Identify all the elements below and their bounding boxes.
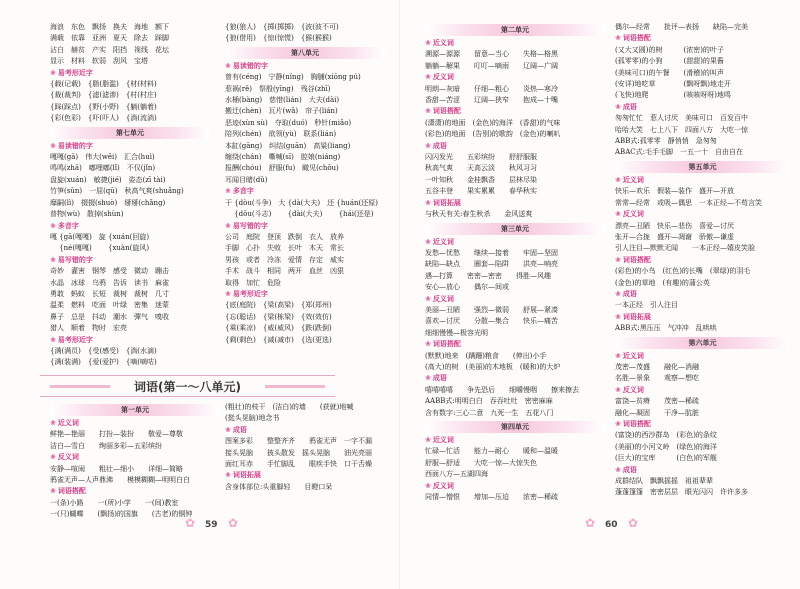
text-line: {dǒu(斗志) {dài(大夫) {hái(还是)	[225, 210, 374, 219]
unit-banner: 第六单元	[615, 337, 790, 349]
text-line: 喜欢—讨厌 分散—集合 快乐—痛苦	[425, 317, 558, 326]
text-line: 猎人 顺着 物时 宏亮	[50, 324, 127, 333]
text-line: 奇妙 灌害 钢琴 感受 微动 蹦击	[50, 267, 169, 276]
section-heading: ❀ 反义词	[50, 452, 220, 463]
text-line: (默默)地来 (蹒跚)粮食 (伸出)小手	[425, 351, 547, 360]
text-line: 名胜—景象 观察—想吃	[615, 374, 699, 383]
text-line: 竹笋(sǔn) 一屈(qū) 秋高气爽(shuǎng)	[50, 187, 184, 196]
section-heading: ❀ 成语	[225, 425, 390, 436]
text-line: 干 {dòu(斗争) 大 {dà(大夫) 还 {huán(还原)	[225, 198, 378, 207]
text-line: (巨大)的宝库 (白色)的军舰	[615, 454, 717, 463]
text-line: 显示 材料 软弱 刮风 宝塔	[50, 57, 148, 66]
palm-icon: ✿	[585, 516, 596, 530]
text-line: 躺躺—解果 叮叮—嘀雨 辽阔—广阔	[425, 61, 558, 70]
unit-banner: 第五单元	[615, 161, 790, 173]
unit-banner: 第一单元	[50, 404, 220, 416]
text-line: AABB式:明明白白 吞吞吐吐 密密麻麻	[425, 397, 553, 406]
section-heading: ❀ 易写错的字	[50, 255, 210, 266]
text-line: 嘻嘻嘻嘻 争先恐后 细嚼慢咽 擦来擦去	[425, 385, 579, 394]
text-line: (又大又圆)的树 (浓密)的叶子	[615, 45, 724, 54]
text-line: 富饶—贫瘠 茂密—稀疏	[615, 397, 699, 406]
text-line: 男孩 或者 冷冻 爱情 存定 威实	[225, 255, 344, 264]
text-line: 缺陷—缺点 圈套—陷阱 洪亮—响亮	[425, 260, 558, 269]
unit-banner: 第八单元	[225, 47, 385, 59]
section-heading: ❀ 反义词	[425, 72, 605, 83]
text-line: 靡嗣(lì) 掇掇(shuò) 掰掰(chǎng)	[50, 198, 166, 207]
text-line: 发愁—忧愁 继续—接着 牢固—坚固	[425, 248, 558, 257]
page-number: 60	[605, 520, 618, 530]
text-line: 融化—凝固 干净—肮脏	[615, 408, 699, 417]
section-heading: ❀ 成语	[615, 465, 790, 476]
section-heading: ❀ 易读错的字	[50, 141, 210, 152]
palm-icon: ✿	[628, 516, 639, 530]
text-line: (潇潇)的地面 (金色)的海洋 (香甜)的气味	[425, 118, 561, 127]
text-line: 满载 依靠 亚洲 夏天 除去 踩脚	[50, 34, 169, 43]
text-line: 五谷丰登 果实累累 春华秋实	[425, 187, 537, 196]
text-line: 勇敢 蚂蚁 长短 裁树 裁树 几寸	[50, 289, 169, 298]
section-heading: ❀ 成语	[425, 373, 605, 384]
text-line: 与秋天有关:春生秋杀 金风送爽	[425, 210, 533, 219]
text-line: (飞快)地爬 (咳咳呀呀)地鸣	[615, 91, 731, 100]
text-line: 耳闻目睹(dǔ)	[225, 175, 268, 184]
text-line: 曾有(céng) 宁静(níng) 胸脯(xiōng pú)	[225, 73, 361, 82]
section-heading: ❀ 词语搭配	[425, 339, 605, 350]
text-line: 常常—经常 或吸—偶思 一本正经—不苟言笑	[615, 198, 762, 207]
section-heading: ❀ 近义词	[425, 237, 605, 248]
text-line: 鲜艳—艳丽 打扮—装扮 敬爱—尊敬	[50, 430, 183, 439]
text-line: (挺头晃脑)地念书	[225, 414, 280, 423]
section-heading: ❀ 词语搭配	[615, 33, 790, 44]
left-col-1-lower	[50, 402, 220, 521]
text-line: 哈哈大笑 七上八下 四面八方 大吃一惊	[615, 125, 748, 134]
text-line: 含有数字:三心二意 九死一生 五花八门	[425, 408, 554, 417]
text-line: 明朗—灰暗 仔细—粗心 炎热—寒冷	[425, 84, 558, 93]
unit-banner: 第三单元	[425, 223, 605, 235]
section-heading: ❀ 易写错的字	[225, 221, 385, 232]
text-line: 成群结队 飘飘摇摇 祖祖辈辈	[615, 477, 713, 486]
text-line: (美丽)的小河文岭 (绿色)的海洋	[615, 442, 717, 451]
text-line: 手术 战斗 相同 两开 血丝 凶狠	[225, 267, 344, 276]
text-line: 缠绕(chán) 嘶喊(sī) 腔娘(niáng)	[225, 153, 341, 162]
section-heading: ❀ 成语	[425, 141, 605, 152]
text-line: 一(只)蝴蝶 (飘扬)的国旗 (古老)的铜钟	[50, 510, 193, 519]
text-line: {剩(剩色) {减(减市) {选(更选)	[225, 335, 332, 344]
text-line: 香甜—苦涩 辽阔—狭窄 抱成—十嘴	[425, 96, 558, 105]
text-line: (彩色)的小鸟 (红色)的长嘴 (翠绿)的羽毛	[615, 267, 751, 276]
text-line: {底(庭院) {梁(高梁) {郑(郑州)	[225, 301, 332, 310]
section-heading: ❀ 词语搭配	[615, 255, 790, 266]
text-line: {忘(聪话) {梁(栋梁) {效(效仿)	[225, 312, 332, 321]
section-heading: ❀ 成语	[615, 289, 790, 300]
text-line: {乘(乘凉) {威(威风) {跌(跌倒)	[225, 324, 332, 333]
palm-icon: ✿	[185, 516, 196, 530]
text-line: 水桶(bàng) 慈惜(lián) 大夫(dài)	[225, 96, 340, 105]
right-col-2	[615, 22, 790, 499]
text-line: 报酬(chóu) 舒服(fu) 瞰见(chǒu)	[225, 164, 339, 173]
unit-banner: 第四单元	[425, 421, 605, 433]
text-line: {狼(狼人) {掷(掷掷) {波(波不可)	[225, 23, 339, 31]
text-line: (安详)地吃草 (飘呀飘)地走开	[615, 80, 731, 89]
text-line: 嘎嘎(gā) 伟大(wěi) 汇合(huì)	[50, 153, 155, 162]
text-line: 茂密—茂盛 融化—消融	[615, 362, 699, 371]
section-heading: ❀ 词语搭配	[425, 106, 605, 117]
chapter-title: 词语(第一～八单元)	[40, 375, 335, 397]
text-line: ABB式:孤零零 静悄悄 急匆匆	[615, 137, 717, 146]
section-heading: ❀ 易考形近字	[50, 335, 210, 346]
text-line: 秋高气爽 天高云淡 秋风习习	[425, 164, 537, 173]
text-line: 匆匆忙忙 惹人讨厌 美味可口 百发百中	[615, 114, 748, 123]
text-line: {裁(裁判) {滤(滤渗) {村(村庄)	[50, 91, 157, 100]
text-line: 安心—放心 偶尔—间或	[425, 283, 509, 292]
unit-banner: 第二单元	[425, 24, 605, 36]
section-heading: ❀ 反义词	[615, 385, 790, 396]
text-line: ABAC式:毛手毛脚 一五一十 自由自在	[615, 148, 743, 157]
text-line: {彩(色彩) {吓(吓人) {淌(流淌)	[50, 114, 157, 123]
text-line: 西面八方—五湖四海	[425, 470, 488, 479]
text-line: 鸣鸣(zhā) 嘟哩嘟(lǐ) 不仅(jǐn)	[50, 164, 156, 173]
section-heading: ❀ 多音字	[225, 186, 385, 197]
text-line: 安静—喧闹 粗壮—细小 详细—简略	[50, 464, 183, 473]
text-line: 本缸(gāng) 纠结(guān) 高粱(liang)	[225, 141, 351, 150]
section-heading: ❀ 近义词	[615, 351, 790, 362]
text-line: 沾白 赫贫 产实 阳挡 视线 花坛	[50, 45, 169, 54]
text-line: 普物(wù) 散掉(shùn)	[50, 210, 124, 219]
page-number: 59	[205, 520, 218, 530]
word-list	[50, 22, 210, 68]
text-line: 溯源—源源 留意—当心 失格—格黑	[425, 50, 558, 59]
section-heading: ❀ 反义词	[615, 209, 790, 220]
section-heading: ❀ 多音字	[50, 221, 210, 232]
section-heading: ❀ 词语拓展	[615, 312, 790, 323]
text-line: 水晶 冰球 乌鸦 告诉 读书 麻雀	[50, 278, 169, 287]
palm-icon: ✿	[228, 516, 239, 530]
section-heading: ❀ 易读错的字	[225, 61, 385, 72]
text-line: {载(记载) {脂(脂滥) {材(材料)	[50, 80, 157, 89]
text-line: (美味可口)的午餐 (滑稽)的叫声	[615, 68, 724, 77]
right-col-1	[425, 22, 605, 503]
section-heading: ❀ 易考形近字	[50, 68, 210, 79]
text-line: 公司 庭院 登顶 跌倒 衣人 放养	[225, 232, 344, 241]
left-col-1	[50, 22, 210, 369]
text-line: (粗壮)的枝干 (洁白)的墙 (获就)地喊	[225, 403, 354, 411]
section-heading: ❀ 反义词	[425, 294, 605, 305]
text-line: 一本正经 引人注目	[615, 301, 678, 310]
text-line: 图案多彩 整整齐齐 鸦雀无声 一字不漏	[225, 437, 372, 446]
text-line: {né(嘎嘎) {xuàn(旋风)	[50, 244, 150, 253]
text-line: 张开—合拢 盛开—凋谢 骄傲—谦虚	[615, 232, 734, 241]
left-col-2-lower	[225, 402, 390, 493]
text-line: 快乐—欢乐 假装—装作 盛开—开放	[615, 187, 734, 196]
text-line: 一(条)小路 一(所)小学 一(间)教室	[50, 498, 179, 507]
section-heading: ❀ 近义词	[425, 38, 605, 49]
text-line: (彩色)的地面 (告别)的歌韵 (金色)的喇叭	[425, 130, 561, 139]
text-line: {踩(踩点) {野(小野) {躺(躺着)	[50, 102, 157, 111]
text-line: 陪列(chén) 欲领(yù) 联系(lián)	[225, 130, 337, 139]
text-line: 鸦雀无声—人声鼎沸 模模糊糊—明明白白	[50, 476, 190, 485]
text-line: ABB式:黑压压 气冲冲 乱哄哄	[615, 324, 717, 333]
text-line: 盘旋(xuán) 敏捷(jié) 姿态(zī tài)	[50, 175, 166, 184]
text-line: 遇—打算 密密—密密 得胜—风趣	[425, 271, 551, 280]
text-line: 闪闪发光 五彩缤纷 舒舒服服	[425, 153, 537, 162]
unit-banner: 第七单元	[50, 127, 210, 139]
text-line: (金色)的草地 (有趣)的蒲公英	[615, 278, 710, 287]
text-line: 蓬蓬篷篷 密密层层 眼光闪闪 许许多多	[615, 488, 748, 497]
left-col-2	[225, 22, 385, 346]
section-heading: ❀ 近义词	[615, 175, 790, 186]
text-line: 细细慢慢—极容光明	[425, 328, 488, 337]
text-line: 惹祸(rě) 祭殷(yīng) 残谷(zhī)	[225, 84, 331, 93]
text-line: {满(满员) {受(感受) {淌(水滴)	[50, 346, 157, 355]
text-line: 恶迹(xùn sù) 夺取(duó) 秒针(miǎo)	[225, 118, 352, 127]
text-line: 搬迁(chèn) 瓦片(wǎ) 帘子(lián)	[225, 107, 338, 116]
section-heading: ❀ 近义词	[50, 418, 220, 429]
text-line: 取得 加忙 危险	[225, 278, 281, 287]
text-line: 鼻子 总是 抖动 潮水 彈气 嗅收	[50, 312, 169, 321]
text-line: 面红耳赤 手忙脚乱 眼疾手快 口干舌燥	[225, 460, 372, 469]
section-heading: ❀ 近义词	[425, 435, 605, 446]
text-line: 同情—憎恨 增加—压迫 浓密—稀疏	[425, 493, 558, 502]
section-heading: ❀ 词语拓展	[225, 470, 390, 481]
text-line: {狼(借用) {惊(惊慌) {猴(猴猴)	[225, 34, 332, 43]
section-heading: ❀ 反义词	[425, 481, 605, 492]
text-line: 洁白—雪白 绚丽多彩—五彩缤纷	[50, 441, 162, 450]
text-line: 海浪 东色 飘扬 换夫 海地 额下	[50, 23, 169, 31]
text-line: 偶尔—经常 批评—表扬 缺陷—完美	[615, 23, 748, 31]
text-line: (富饶)的西沙群岛 (彩色)的条纹	[615, 431, 717, 440]
right-page	[400, 0, 800, 589]
section-heading: ❀ 易考形近字	[225, 289, 385, 300]
section-heading: ❀ 成语	[615, 102, 790, 113]
text-line: 含身体部位:头重脚轻 目瞪口呆	[225, 482, 333, 491]
text-line: 手脚 心扑 失败 长叶 木天 常长	[225, 244, 344, 253]
text-line: 美丽—丑陋 强烈—微弱 舒展—紧凑	[425, 305, 558, 314]
text-line: 漂亮—丑陋 快乐—悲伤 喜爱—讨厌	[615, 221, 734, 230]
section-heading: ❀ 词语搭配	[50, 486, 220, 497]
text-line: 忙碌—忙活 能力—耐心 暖和—温暖	[425, 447, 558, 456]
text-line: 舒服—舒适 大吃一惊—大惊失色	[425, 458, 537, 467]
text-line: (高大)的树 (美丽)的木地板 (暖和)的大炉	[425, 362, 561, 371]
section-heading: ❀ 词语搭配	[615, 419, 790, 430]
text-line: 接头晃脑 披头散发 摇头晃脑 油光亮丽	[225, 448, 372, 457]
text-line: (孤零零)的小狗 (甜甜)的果酱	[615, 57, 724, 66]
text-line: 嘎 {gā(嘎嘎) 旋 {xuán(回旋)	[50, 232, 150, 241]
text-line: {满(装满) {爱(爱护) {嘀(嘀咕)	[50, 358, 157, 367]
text-line: 引人注目—默默无闻 一本正经—嬉皮笑脸	[615, 244, 755, 253]
text-line: 一叶知秋 金桂飘香 层林尽染	[425, 175, 537, 184]
section-heading: ❀ 词语拓展	[425, 198, 605, 209]
text-line: 温柔 燃料 吃面 叶绿 密集 迷蒙	[50, 301, 169, 310]
